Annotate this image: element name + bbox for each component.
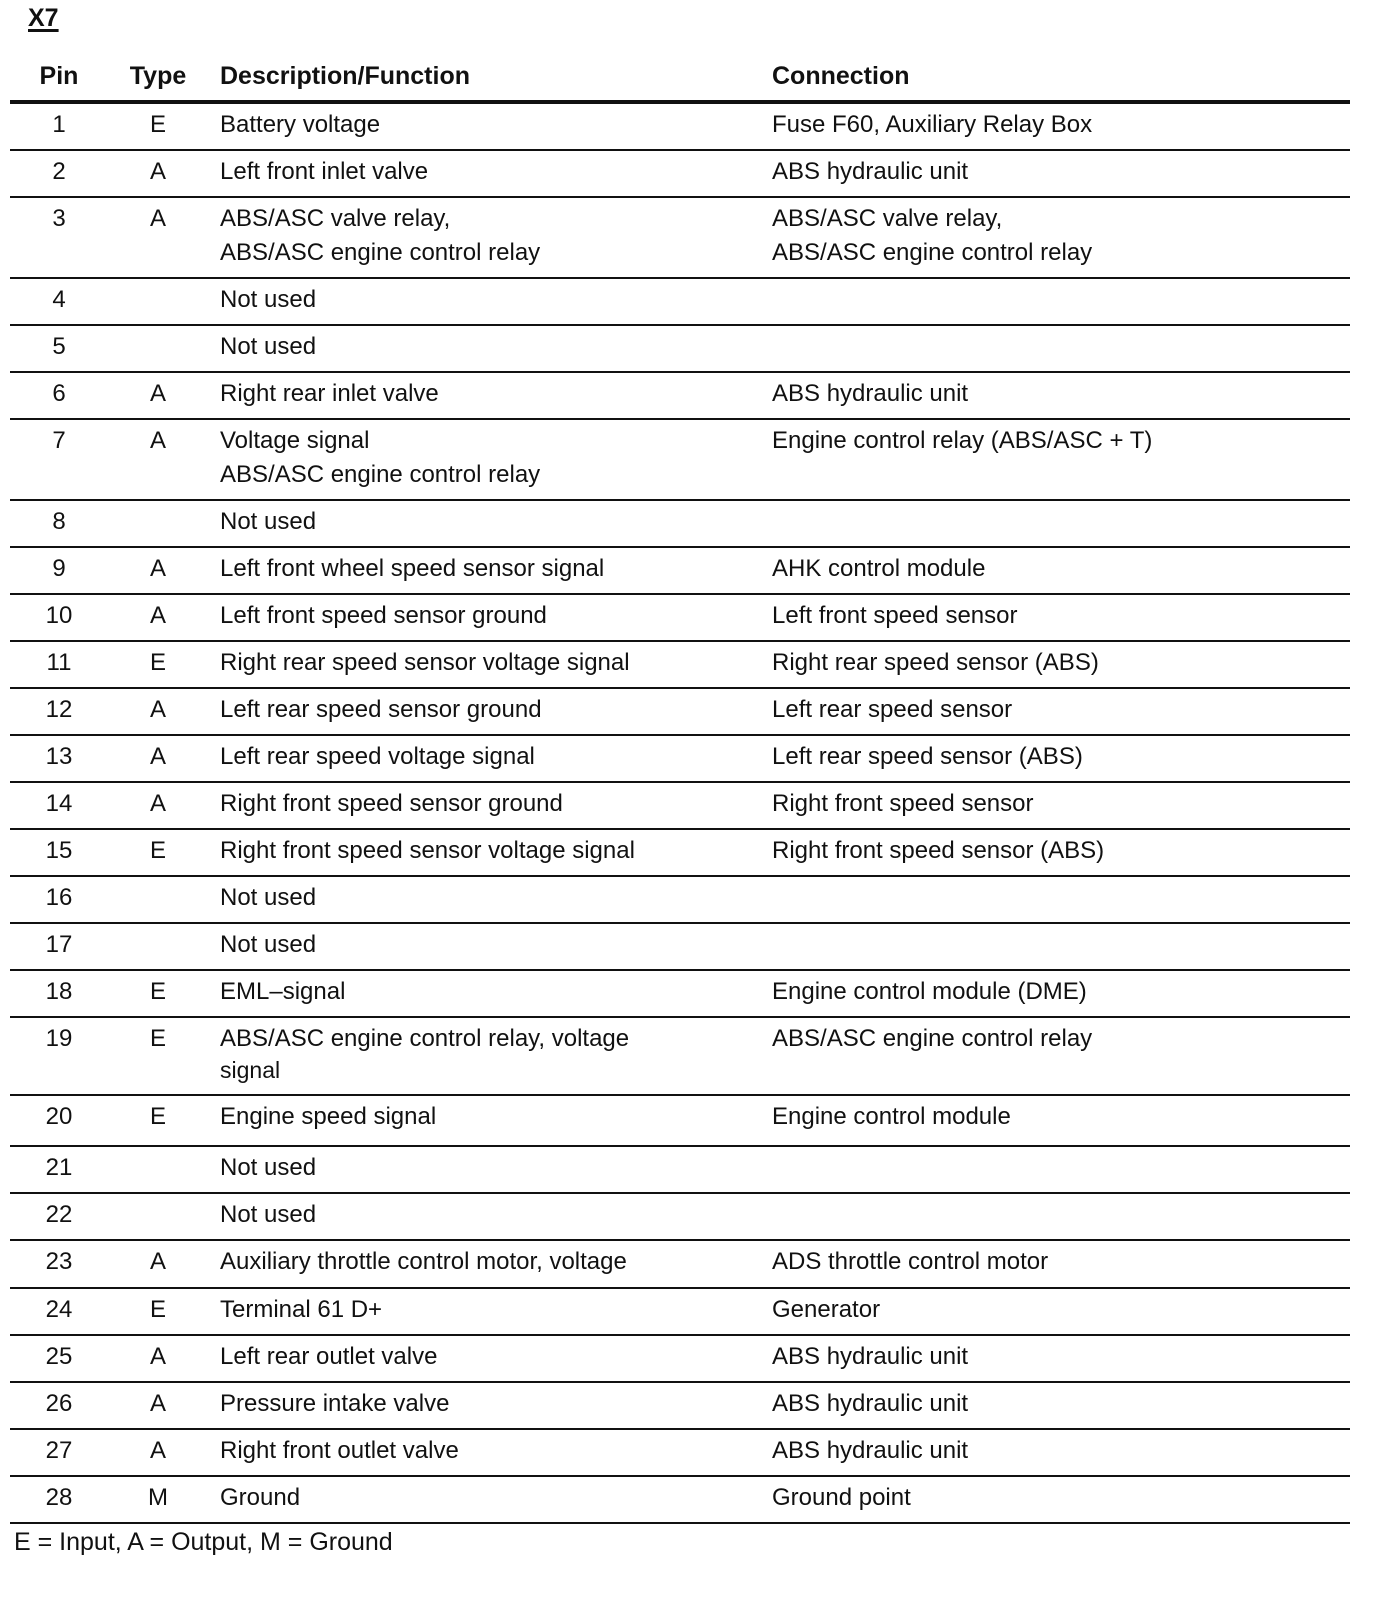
- pin-number: 12: [45, 696, 73, 723]
- description-line: Left front speed sensor ground: [220, 602, 547, 629]
- pin-connection: [772, 646, 1350, 680]
- connection-line: ABS/ASC valve relay,: [772, 205, 1003, 232]
- description-line: Pressure intake valve: [220, 1390, 450, 1417]
- description-line: Right front speed sensor ground: [220, 790, 563, 817]
- description-line: Not used: [220, 333, 317, 360]
- table-body: [10, 104, 1350, 1524]
- connection-line: ABS hydraulic unit: [772, 158, 969, 185]
- header-pin: Pin: [39, 61, 79, 90]
- pin-table: [10, 52, 1350, 1524]
- pin-description: [208, 155, 772, 189]
- connection-line: ABS hydraulic unit: [772, 1390, 969, 1417]
- pin-type: E: [149, 978, 166, 1005]
- table-row: [10, 1241, 1350, 1289]
- description-line: Not used: [220, 931, 317, 958]
- description-line: ABS/ASC engine control relay, voltage: [220, 1025, 630, 1052]
- pin-number: 4: [52, 286, 66, 313]
- table-row: [10, 595, 1350, 642]
- pin-type: A: [149, 427, 166, 454]
- pin-number: 3: [52, 205, 66, 232]
- table-row: [10, 642, 1350, 689]
- pin-number: 19: [45, 1025, 73, 1052]
- pin-type: E: [149, 1103, 166, 1130]
- pin-type: A: [149, 1343, 166, 1370]
- pin-connection: [772, 1293, 1350, 1327]
- pin-number: 11: [46, 649, 72, 676]
- description-line: Not used: [220, 286, 317, 313]
- pin-description: [208, 108, 772, 142]
- pin-number: 27: [45, 1437, 73, 1464]
- pin-number: 20: [45, 1103, 73, 1130]
- pin-description: [208, 1198, 772, 1232]
- connection-line: Generator: [772, 1296, 881, 1323]
- pin-number: 18: [45, 978, 73, 1005]
- table-row: [10, 736, 1350, 783]
- pin-connection: [772, 202, 1350, 270]
- pin-number: 24: [45, 1296, 73, 1323]
- pin-description: [208, 599, 772, 633]
- pin-type: A: [149, 1248, 166, 1275]
- pin-type: A: [149, 743, 166, 770]
- pin-number: 26: [45, 1390, 73, 1417]
- pin-description: [208, 975, 772, 1009]
- pin-number: 14: [45, 790, 73, 817]
- pin-number: 5: [52, 333, 66, 360]
- pin-type: E: [149, 649, 166, 676]
- pin-connection: [772, 693, 1350, 727]
- description-line: Terminal 61 D+: [220, 1296, 383, 1323]
- description-line: signal: [220, 1057, 281, 1083]
- description-line: Left front inlet valve: [220, 158, 429, 185]
- description-line: Not used: [220, 1154, 317, 1181]
- table-row: [10, 501, 1350, 548]
- pin-description: [208, 552, 772, 586]
- pin-type: E: [149, 1025, 166, 1052]
- pin-description: [208, 283, 772, 317]
- table-row: [10, 1430, 1350, 1477]
- table-row: [10, 326, 1350, 373]
- description-line: Engine speed signal: [220, 1103, 437, 1130]
- pin-type: E: [149, 837, 166, 864]
- description-line: ABS/ASC valve relay,: [220, 205, 451, 232]
- pin-connection: [772, 599, 1350, 633]
- table-row: [10, 830, 1350, 877]
- table-row: [10, 689, 1350, 736]
- pin-type: E: [149, 111, 166, 138]
- connection-line: Engine control relay (ABS/ASC + T): [772, 427, 1153, 454]
- connection-line: Left rear speed sensor (ABS): [772, 743, 1083, 770]
- table-row: [10, 1477, 1350, 1524]
- connection-line: Fuse F60, Auxiliary Relay Box: [772, 111, 1093, 138]
- table-row: [10, 198, 1350, 279]
- description-line: Left rear speed voltage signal: [220, 743, 535, 770]
- description-line: Right front outlet valve: [220, 1437, 459, 1464]
- pin-connection: [772, 1245, 1350, 1279]
- connection-line: AHK control module: [772, 555, 986, 582]
- table-row: [10, 1147, 1350, 1194]
- pin-description: [208, 1293, 772, 1327]
- pin-connection: [772, 787, 1350, 821]
- pin-description: [208, 1340, 772, 1374]
- table-row: [10, 1018, 1350, 1096]
- pin-type: A: [149, 602, 166, 629]
- description-line: Auxiliary throttle control motor, voltage: [220, 1248, 627, 1275]
- description-line: Not used: [220, 508, 317, 535]
- table-row: [10, 877, 1350, 924]
- pin-connection: [772, 1022, 1350, 1056]
- pin-type: A: [149, 696, 166, 723]
- pin-connection: [772, 1340, 1350, 1374]
- table-row: [10, 548, 1350, 595]
- pin-number: 23: [45, 1248, 73, 1275]
- description-line: Left front wheel speed sensor signal: [220, 555, 605, 582]
- pin-number: 9: [52, 555, 66, 582]
- pin-description: [208, 1022, 772, 1084]
- pin-description: [208, 1434, 772, 1468]
- pin-type: A: [149, 555, 166, 582]
- table-row: [10, 1194, 1350, 1241]
- pin-connection: [772, 740, 1350, 774]
- pin-description: [208, 928, 772, 962]
- pin-connection: [772, 108, 1350, 142]
- pin-number: 28: [45, 1484, 73, 1511]
- pin-type: E: [149, 1296, 166, 1323]
- connection-line: Engine control module (DME): [772, 978, 1087, 1005]
- pin-number: 21: [45, 1154, 73, 1181]
- pin-number: 6: [52, 380, 66, 407]
- table-header: [10, 52, 1350, 104]
- description-line: Right rear speed sensor voltage signal: [220, 649, 630, 676]
- header-connection: Connection: [772, 61, 910, 90]
- table-row: [10, 420, 1350, 501]
- connection-line: Right rear speed sensor (ABS): [772, 649, 1099, 676]
- pin-connection: [772, 155, 1350, 189]
- pin-type: A: [149, 158, 166, 185]
- table-row: [10, 104, 1350, 151]
- pin-connection: [772, 1434, 1350, 1468]
- pin-description: [208, 646, 772, 680]
- connection-line: Right front speed sensor (ABS): [772, 837, 1105, 864]
- pin-description: [208, 693, 772, 727]
- pin-type: A: [149, 380, 166, 407]
- pin-number: 1: [52, 111, 66, 138]
- description-line: ABS/ASC engine control relay: [220, 239, 541, 266]
- pin-number: 22: [45, 1201, 73, 1228]
- table-row: [10, 1336, 1350, 1383]
- connection-line: ABS hydraulic unit: [772, 1343, 969, 1370]
- pin-type: A: [149, 1437, 166, 1464]
- pin-description: [208, 330, 772, 364]
- connection-line: ABS/ASC engine control relay: [772, 1025, 1093, 1052]
- pin-description: [208, 377, 772, 411]
- pin-description: [208, 1100, 772, 1134]
- pin-connection: [772, 1387, 1350, 1421]
- description-line: Not used: [220, 884, 317, 911]
- connection-line: ABS/ASC engine control relay: [772, 239, 1093, 266]
- pin-description: [208, 1151, 772, 1185]
- description-line: Left rear speed sensor ground: [220, 696, 542, 723]
- header-description: Description/Function: [220, 61, 470, 90]
- pin-description: [208, 740, 772, 774]
- table-row: [10, 373, 1350, 420]
- description-line: Not used: [220, 1201, 317, 1228]
- table-row: [10, 924, 1350, 971]
- pin-number: 17: [45, 931, 73, 958]
- header-type: Type: [129, 61, 187, 90]
- description-line: Battery voltage: [220, 111, 381, 138]
- description-line: Voltage signal: [220, 427, 370, 454]
- connector-title: X7: [28, 4, 59, 32]
- description-line: ABS/ASC engine control relay: [220, 461, 541, 488]
- pin-connection: [772, 377, 1350, 411]
- description-line: Left rear outlet valve: [220, 1343, 438, 1370]
- connection-line: Left front speed sensor: [772, 602, 1018, 629]
- pin-connection: [772, 1100, 1350, 1134]
- pin-connection: [772, 1481, 1350, 1515]
- table-row: [10, 783, 1350, 830]
- pin-type: A: [149, 205, 166, 232]
- pin-connection: [772, 975, 1350, 1009]
- pin-description: [208, 1387, 772, 1421]
- pin-description: [208, 1481, 772, 1515]
- table-row: [10, 1383, 1350, 1430]
- pin-connection: [772, 552, 1350, 586]
- pin-description: [208, 424, 772, 492]
- description-line: Ground: [220, 1484, 301, 1511]
- pin-connection: [772, 834, 1350, 868]
- pin-description: [208, 202, 772, 270]
- pin-number: 7: [52, 427, 66, 454]
- connection-line: Ground point: [772, 1484, 911, 1511]
- table-row: [10, 151, 1350, 198]
- pin-type: A: [149, 1390, 166, 1417]
- connection-line: ABS hydraulic unit: [772, 1437, 969, 1464]
- pin-number: 8: [52, 508, 66, 535]
- table-row: [10, 1289, 1350, 1336]
- description-line: EML–signal: [220, 978, 346, 1005]
- connection-line: Engine control module: [772, 1103, 1011, 1130]
- pin-description: [208, 787, 772, 821]
- pin-number: 2: [52, 158, 66, 185]
- description-line: Right rear inlet valve: [220, 380, 439, 407]
- pin-number: 16: [45, 884, 73, 911]
- pin-description: [208, 881, 772, 915]
- connection-line: Left rear speed sensor: [772, 696, 1013, 723]
- table-row: [10, 279, 1350, 326]
- pin-description: [208, 834, 772, 868]
- type-legend: E = Input, A = Output, M = Ground: [14, 1528, 393, 1556]
- pin-number: 15: [45, 837, 73, 864]
- pin-number: 25: [45, 1343, 73, 1370]
- pin-number: 10: [45, 602, 73, 629]
- table-row: [10, 971, 1350, 1018]
- connection-line: Right front speed sensor: [772, 790, 1034, 817]
- pin-type: M: [148, 1484, 168, 1511]
- pin-number: 13: [45, 743, 73, 770]
- connection-line: ABS hydraulic unit: [772, 380, 969, 407]
- description-line: Right front speed sensor voltage signal: [220, 837, 635, 864]
- pin-connection: [772, 424, 1350, 458]
- table-row: [10, 1096, 1350, 1147]
- pin-description: [208, 1245, 772, 1279]
- pin-description: [208, 505, 772, 539]
- connection-line: ADS throttle control motor: [772, 1248, 1049, 1275]
- pin-type: A: [149, 790, 166, 817]
